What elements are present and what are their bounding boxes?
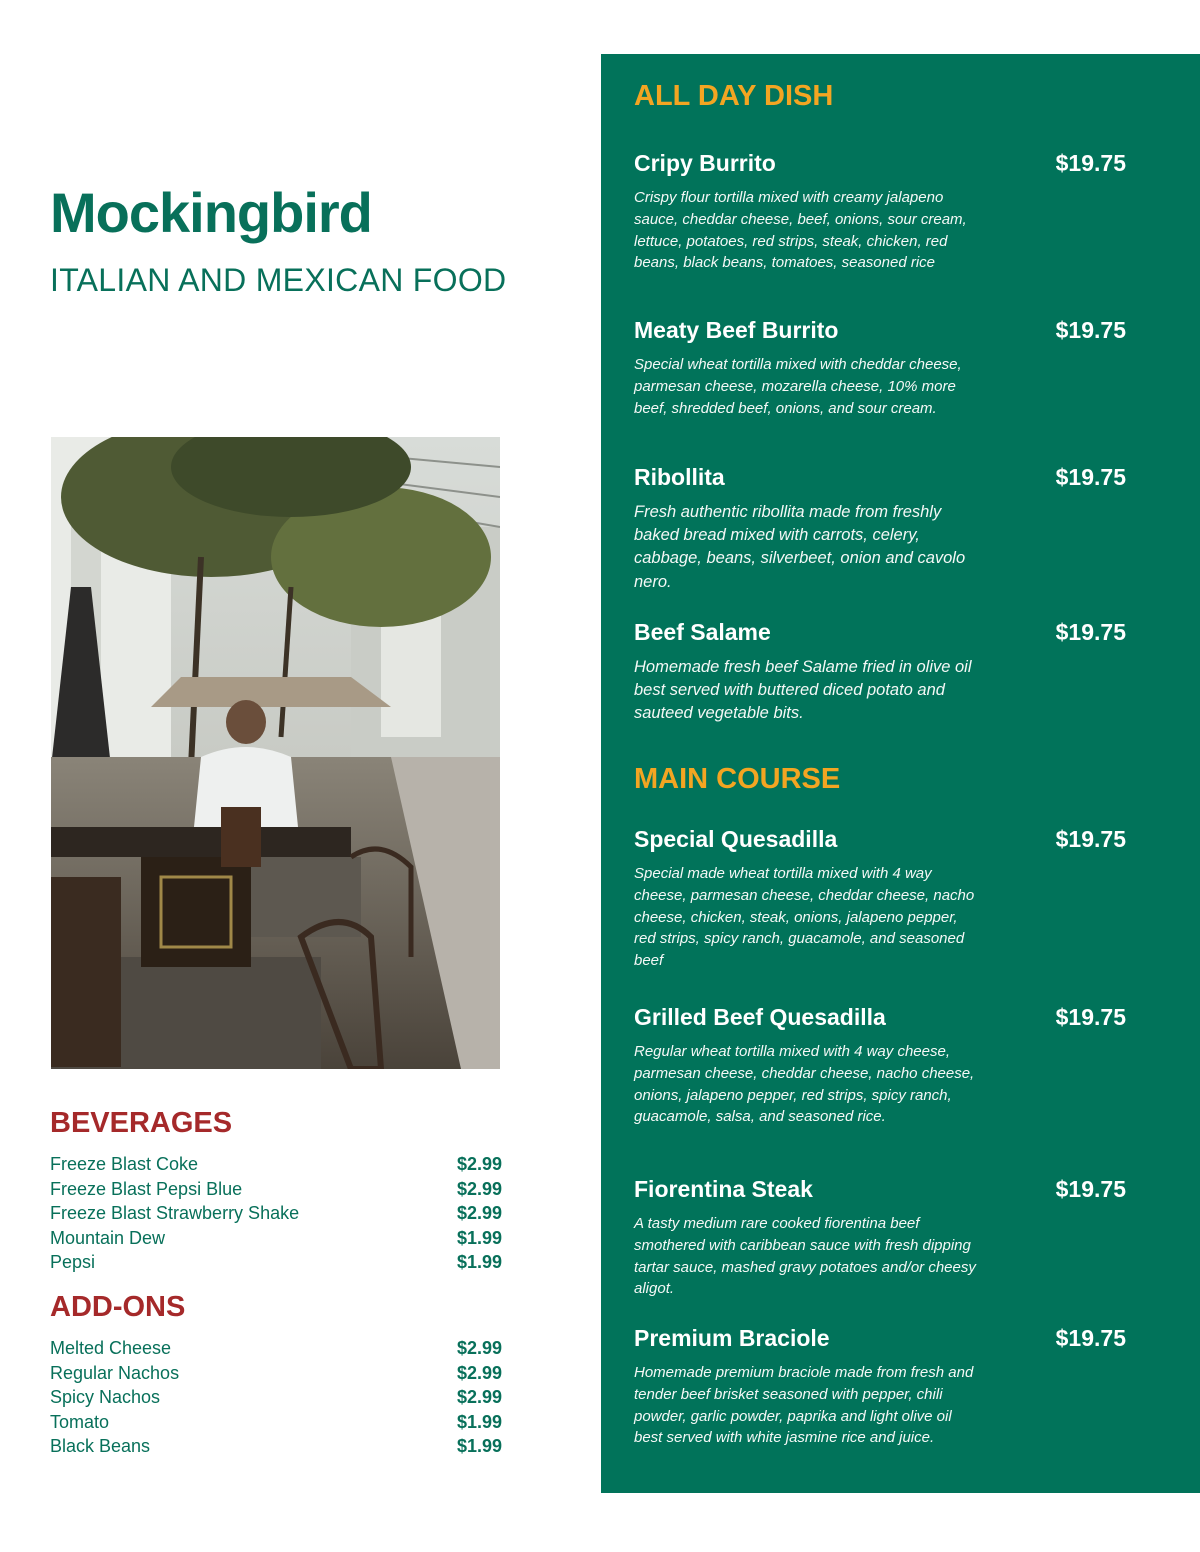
- all-day-heading: ALL DAY DISH: [634, 80, 834, 112]
- cafe-terrace-photo: [51, 437, 500, 1069]
- item-description: Homemade premium braciole made from fresh and tender beef brisket seasoned with pepper, chili powder, garlic powder, paprika and light olive oil best served with white jasmine rice and juice.: [634, 1364, 974, 1447]
- restaurant-subtitle: ITALIAN AND MEXICAN FOOD: [50, 262, 507, 298]
- menu-item: [634, 826, 1134, 972]
- item-description: Special wheat tortilla mixed with cheddar cheese, parmesan cheese, mozarella cheese, 10% more beef, shredded beef, onions, and sour cream.: [634, 356, 962, 417]
- item-description: Special made wheat tortilla mixed with 4 way cheese, parmesan cheese, cheddar cheese, nacho cheese, chicken, steak, onions, jalapeno pepper, red strips, spicy ranch, guacamole, and seasoned beef: [634, 865, 975, 970]
- item-description: Homemade fresh beef Salame fried in olive oil best served with buttered diced potato and sauteed vegetable bits.: [634, 658, 972, 723]
- restaurant-title: Mockingbird: [50, 181, 372, 244]
- item-name: Beef Salame: [634, 619, 771, 645]
- list-item: Freeze Blast Pepsi Blue $2.99: [50, 1178, 502, 1199]
- item-name: Premium Braciole: [634, 1325, 830, 1351]
- menu-item: [634, 1176, 1134, 1300]
- list-item: Freeze Blast Coke $2.99: [50, 1154, 502, 1174]
- item-description: Crispy flour tortilla mixed with creamy jalapeno sauce, cheddar cheese, beef, onions, sour cream, lettuce, potatoes, red strips, steak, chicken, red beans, black beans, tomatoes, seasoned rice: [634, 189, 967, 272]
- menu-item: [634, 1004, 1134, 1128]
- menu-item: [634, 1325, 1134, 1449]
- list-item: Tomato $1.99: [50, 1411, 502, 1432]
- item-price: $19.75: [1055, 150, 1126, 176]
- item-name: Grilled Beef Quesadilla: [634, 1004, 886, 1030]
- beverages-heading: BEVERAGES: [50, 1107, 233, 1139]
- item-price: $19.75: [1055, 619, 1126, 645]
- item-name: Fiorentina Steak: [634, 1176, 813, 1202]
- list-item: Mountain Dew $1.99: [50, 1227, 502, 1248]
- menu-item: [634, 619, 1134, 726]
- list-item: Black Beans $1.99: [50, 1436, 502, 1456]
- item-price: $19.75: [1055, 1176, 1126, 1202]
- item-price: $19.75: [1055, 464, 1126, 490]
- list-item: Freeze Blast Strawberry Shake $2.99: [50, 1203, 502, 1223]
- addons-heading: ADD-ONS: [50, 1291, 186, 1323]
- list-item: Pepsi $1.99: [50, 1252, 502, 1272]
- item-description: Fresh authentic ribollita made from freshly baked bread mixed with carrots, celery, cabbage, beans, silverbeet, onion and cavolo nero.: [634, 503, 966, 591]
- addons-list: [50, 1336, 502, 1459]
- menu-item: [634, 150, 1134, 274]
- beverages-list: [50, 1152, 502, 1275]
- item-price: $19.75: [1055, 826, 1126, 852]
- item-name: Cripy Burrito: [634, 150, 776, 176]
- main-course-heading: MAIN COURSE: [634, 763, 841, 795]
- item-name: Special Quesadilla: [634, 826, 838, 852]
- item-price: $19.75: [1055, 317, 1126, 343]
- list-item: Regular Nachos $2.99: [50, 1362, 502, 1383]
- list-item: Spicy Nachos $2.99: [50, 1387, 502, 1407]
- item-name: Meaty Beef Burrito: [634, 317, 839, 343]
- list-item: Melted Cheese $2.99: [50, 1338, 502, 1358]
- item-description: A tasty medium rare cooked fiorentina beef smothered with caribbean sauce with fresh dipping tartar sauce, mashed gravy potatoes and/or cheesy aligot.: [634, 1215, 976, 1298]
- menu-item: [634, 464, 1134, 594]
- item-description: Regular wheat tortilla mixed with 4 way cheese, parmesan cheese, cheddar cheese, nacho cheese, onions, jalapeno pepper, red strips, spicy ranch, guacamole, salsa, and seasoned rice.: [634, 1043, 975, 1126]
- item-price: $19.75: [1055, 1325, 1126, 1351]
- menu-item: [634, 317, 1134, 419]
- item-price: $19.75: [1055, 1004, 1126, 1030]
- item-name: Ribollita: [634, 464, 725, 490]
